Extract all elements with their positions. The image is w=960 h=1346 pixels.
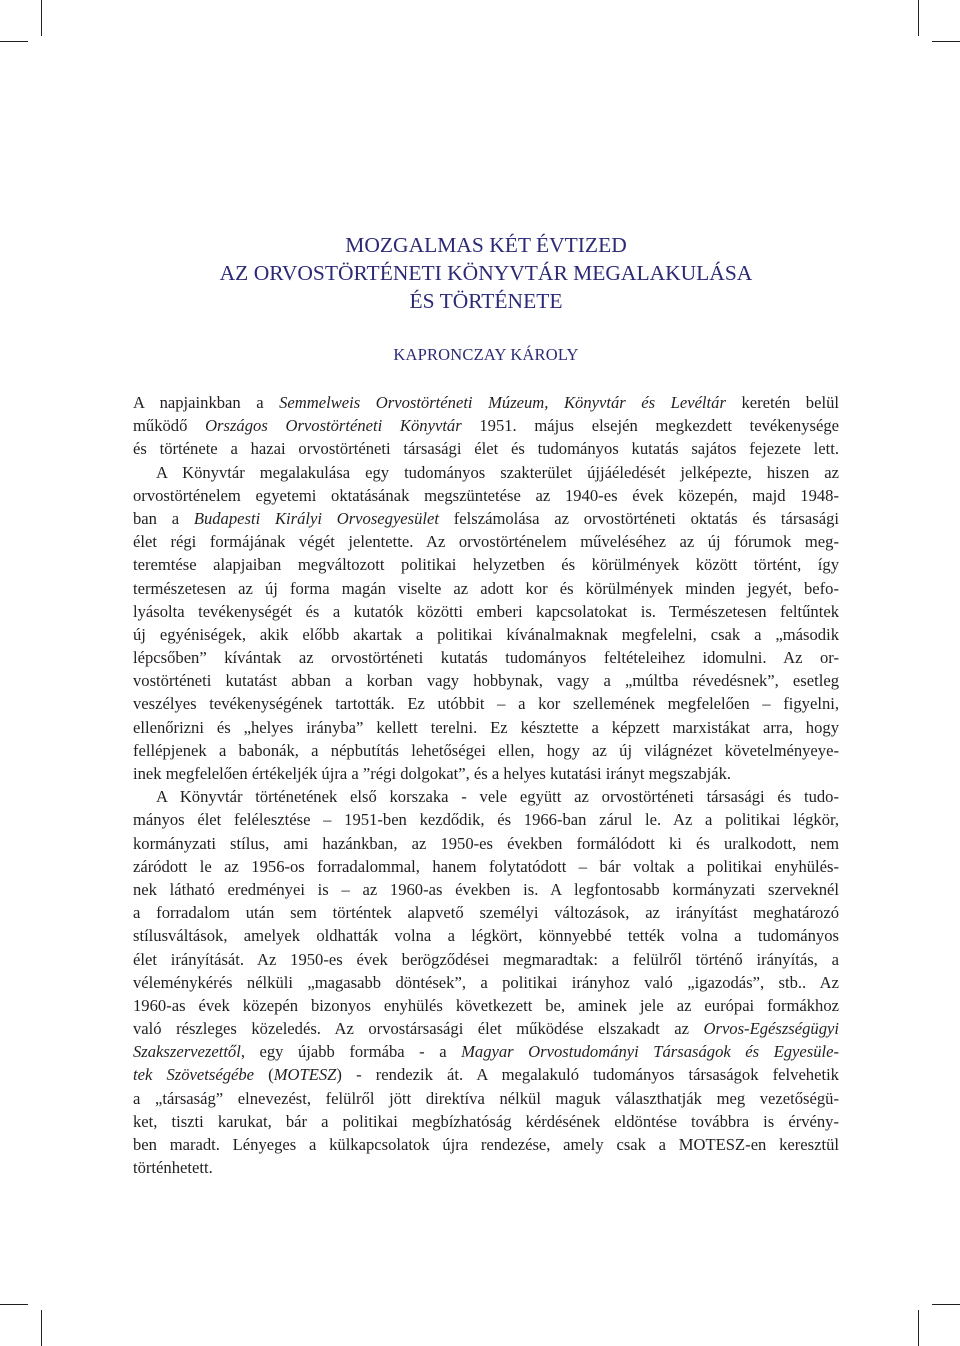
article-title <box>133 231 839 315</box>
text-line <box>133 948 839 971</box>
text-run: 1951. május elsején megkezdett tevékenysége <box>461 416 839 436</box>
text-line <box>133 1087 839 1110</box>
text-run: természetesen az új forma magán viselte az adott kor és körülmények minden jegyét, befo- <box>133 578 839 598</box>
italic-text: Szakszervezettől <box>133 1042 241 1062</box>
crop-mark-top-left-h <box>0 41 28 42</box>
italic-text: tek Szövetségébe <box>133 1065 255 1085</box>
crop-mark-top-right <box>918 0 919 36</box>
text-run: A Könyvtár megalakulása egy tudományos szakterület újjáéledését jelképezte, hiszen az <box>156 462 839 482</box>
crop-mark-top-right-h <box>932 41 960 42</box>
text-run: a forradalom után sem történtek alapvető személyi változások, az irányítást meghatározó <box>133 903 839 923</box>
text-line <box>133 855 839 878</box>
text-run: fellépjenek a babonák, a népbutítás lehetőségei ellen, hogy az új világnézet követelményeye- <box>133 740 839 760</box>
text-line <box>133 623 839 646</box>
text-run: történhetett. <box>133 1158 213 1178</box>
text-run: ellenőrizni és „helyes irányba” kellett terelni. Ez késztette a képzett marxistákat arra, hogy <box>133 717 839 737</box>
text-line <box>133 832 839 855</box>
text-line <box>133 391 839 414</box>
text-line <box>133 600 839 623</box>
text-line <box>133 1017 839 1040</box>
crop-mark-bottom-left <box>41 1310 42 1346</box>
text-run: teremtése alapjaiban megváltozott politikai helyzetben és körülmények között történt, így <box>133 555 839 575</box>
text-run: 1960-as évek közepén bizonyos enyhülés következett be, aminek jele az európai formákhoz <box>133 995 839 1015</box>
text-run: élet irányítását. Az 1950-es évek berögződései megmaradtak: a felülről történő irányítás, a <box>133 949 839 969</box>
text-line <box>133 1156 839 1179</box>
text-line <box>133 507 839 530</box>
text-run: keretén belül <box>725 393 839 412</box>
text-run: lépcsőben” kívántak az orvostörténeti kutatás tudományos feltételeihez idomulni. Az or- <box>133 648 839 668</box>
text-line <box>133 1040 839 1063</box>
text-line <box>133 739 839 762</box>
italic-text: Budapesti Királyi Orvosegyesület <box>193 508 440 528</box>
title-line: AZ ORVOSTÖRTÉNETI KÖNYVTÁR MEGALAKULÁSA <box>219 261 753 285</box>
text-line <box>133 924 839 947</box>
author-name: KAPRONCZAY KÁROLY <box>393 345 579 364</box>
text-line <box>133 1063 839 1086</box>
text-run: ben maradt. Lényeges a külkapcsolatok újra rendezése, amely csak a MOTESZ-en keresztül <box>133 1135 839 1154</box>
text-line <box>133 971 839 994</box>
text-line <box>133 437 839 460</box>
text-run: vostörténeti kutatást abban a korban vagy hobbynak, vagy a „múltba révedésnek”, esetleg <box>133 671 839 691</box>
paragraph <box>133 785 839 1179</box>
text-line <box>133 901 839 924</box>
text-run: ket, tiszti karukat, bár a politikai megbízhatóság kérdésének eldöntése továbbra is érvény- <box>133 1111 839 1131</box>
title-line: MOZGALMAS KÉT ÉVTIZED <box>345 233 627 257</box>
paragraph <box>133 391 839 785</box>
italic-text: Magyar Orvostudományi Társaságok és Egyesüle- <box>461 1042 839 1062</box>
text-run: ban a <box>133 508 194 528</box>
italic-text: Orvos-Egészségügyi <box>703 1019 839 1039</box>
text-run: , egy újabb formába - a <box>240 1042 462 1062</box>
text-run: A Könyvtár történetének első korszaka - vele együtt az orvostörténeti társasági és tudo- <box>156 787 839 807</box>
text-line <box>133 762 839 785</box>
text-run: való részleges közeledés. Az orvostársasági élet működése elszakadt az <box>133 1019 704 1039</box>
text-run: orvostörténelem egyetemi oktatásának megszüntetése az 1940-es évek közepén, majd 1948- <box>133 485 839 505</box>
crop-mark-bottom-right-h <box>932 1304 960 1305</box>
crop-mark-top-left <box>41 0 42 36</box>
article-body <box>133 391 839 1179</box>
text-run: és története a hazai orvostörténeti társasági élet és tudományos kutatás sajátos fejezete lett. <box>133 439 839 459</box>
text-run: új egyéniségek, akik előbb akartak a politikai kívánalmaknak megfelelni, csak a „második <box>133 624 839 644</box>
text-line <box>133 646 839 669</box>
text-line <box>133 553 839 576</box>
text-run: felszámolása az orvostörténeti oktatás és társasági <box>439 508 839 528</box>
text-line <box>133 1110 839 1133</box>
text-run: ) - rendezik át. A megalakuló tudományos társaságok felvehetik <box>336 1065 839 1085</box>
text-line <box>133 461 839 484</box>
text-run: A napjainkban a <box>133 393 280 412</box>
text-run: kormányzati stílus, ami hazánkban, az 1950-es években formálódott ki és uralkodott, nem <box>133 833 839 853</box>
text-line <box>133 414 839 437</box>
text-run: a „társaság” elnevezést, felülről jött direktíva nélkül maguk választhatják meg vezetőségü- <box>133 1088 839 1108</box>
crop-mark-bottom-right <box>918 1310 919 1346</box>
text-run: ( <box>254 1065 274 1085</box>
text-run: lyásolta tevékenységét és a kutatók közötti emberi kapcsolatokat is. Természetesen feltűntek <box>133 601 839 621</box>
text-run: élet régi formájának végét jelentette. Az orvostörténelem műveléséhez az új fórumok meg- <box>133 532 839 552</box>
italic-text: MOTESZ <box>273 1065 337 1085</box>
text-run: záródott le az 1956-os forradalommal, hanem folytatódott – bár voltak a politikai enyhülés- <box>133 856 839 876</box>
text-line <box>133 1133 839 1156</box>
text-run: veszélyes tevékenységének tartották. Ez utóbbit – a kor szellemének megfelelően – figyelni, <box>133 694 839 714</box>
crop-mark-bottom-left-h <box>0 1304 28 1305</box>
text-line <box>133 808 839 831</box>
text-line <box>133 530 839 553</box>
text-run: működő <box>133 416 206 436</box>
text-line <box>133 878 839 901</box>
text-run: inek megfelelően értékeljék újra a ”régi dolgokat”, és a helyes kutatási irányt megszabják. <box>133 764 732 783</box>
text-line <box>133 484 839 507</box>
text-run: véleménykérés nélküli „magasabb döntések”, a politikai irányhoz való „igazodás”, stb.. Az <box>133 972 839 992</box>
text-line <box>133 577 839 600</box>
text-run: nek látható eredményei is – az 1960-as években is. A legfontosabb kormányzati szerveknél <box>133 879 839 899</box>
text-line <box>133 785 839 808</box>
text-line <box>133 716 839 739</box>
text-line <box>133 669 839 692</box>
italic-text: Semmelweis Orvostörténeti Múzeum, Könyvtár és Levéltár <box>279 393 726 412</box>
text-run: mányos élet felélesztése – 1951-ben kezdődik, és 1966-ban zárul le. Az a politikai légkör, <box>133 810 839 830</box>
text-run: stílusváltások, amelyek oldhatták volna a légkört, könnyebbé tették volna a tudományos <box>133 926 839 946</box>
italic-text: Országos Orvostörténeti Könyvtár <box>205 416 462 436</box>
text-line <box>133 994 839 1017</box>
title-line: ÉS TÖRTÉNETE <box>409 289 563 313</box>
text-line <box>133 692 839 715</box>
